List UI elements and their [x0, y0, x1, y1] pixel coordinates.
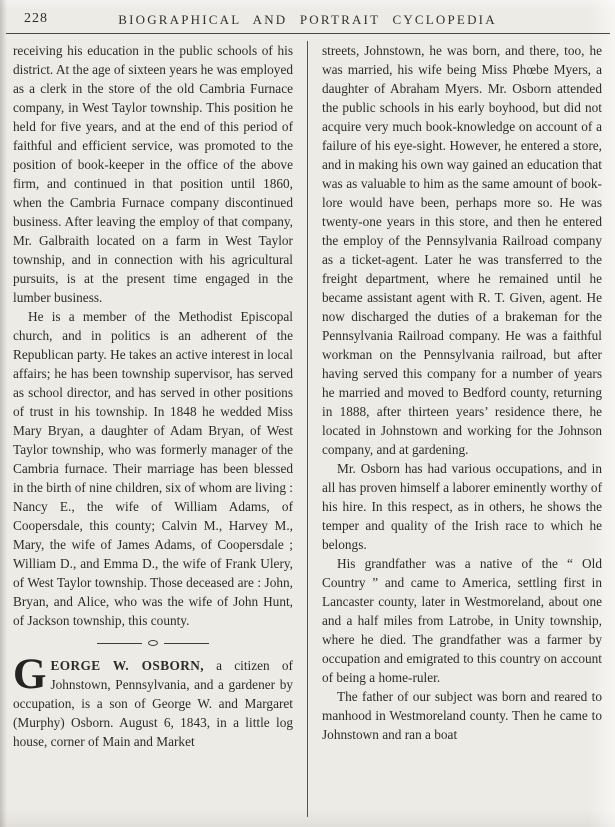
paragraph: receiving his education in the public schools of his district. At the age of sixteen years he was employed as a clerk in the store of the old Cambria Furnace company, in West Taylor township. This position he held for five years, and at the end of this period of faithful and efficient service, was promoted to the position of book-keeper in the office of the above firm, and continued in that position until 1860, when the Cambria Furnace company discontinued business. After leaving the employ of that company, Mr. Galbraith located on a farm in West Taylor township, and in connection with his agricultural pursuits, is at the present time engaged in the lumber business.: [13, 43, 293, 305]
running-head-title: BIOGRAPHICAL AND PORTRAIT CYCLOPEDIA: [118, 12, 497, 27]
text-columns: [13, 41, 603, 827]
left-column: [13, 41, 293, 827]
entry-start-paragraph: [13, 651, 293, 751]
right-column: [322, 41, 602, 827]
divider-line: [97, 643, 142, 644]
drop-cap: G: [13, 651, 47, 698]
header-rule: [6, 33, 610, 34]
entry-divider-ornament: [13, 635, 293, 651]
divider-oval-icon: [148, 640, 158, 646]
paragraph: The father of our subject was born and reared to manhood in Westmoreland county. Then he came to Johnstown and ran a boat: [322, 689, 602, 742]
paragraph: streets, Johnstown, he was born, and there, too, he was married, his wife being Miss Phœbe Myers, a daughter of Abraham Myers. Mr. Osborn attended the public schools in his early boyhood, but did not acquire very much book-knowledge on account of a failure of his eye-sight. However, he entered a store, and in making his own way gained an education that was as valuable to him as the same amount of book-lore would have been, perhaps more so. He was twenty-one years in this store, and then he entered the employ of the Pennsylvania Railroad company as a ticket-agent. Later he was transferred to the freight department, where he remained until he became assistant agent with R. T. Given, agent. He now discharged the duties of a brakeman for the Pennsylvania Railroad company. He was a faithful workman on the Pennsylvania railroad, but after having served this company for a number of years he married and moved to Bedford county, returning in 1888, after thirteen years’ residence there, he located in Johnstown and working for the Johnson company, and at gardening.: [322, 43, 602, 457]
paragraph: He is a member of the Methodist Episcopal church, and in politics is an adherent of the Republican party. He takes an active interest in local affairs; he has been township supervisor, has served as school director, and has served in other positions of trust in his township. In 1848 he wedded Miss Mary Bryan, a daughter of Adam Bryan, of West Taylor township, who was formerly manager of the Cambria furnace. Their marriage has been blessed in the birth of nine children, six of whom are living : Nancy E., the wife of William Adams, of Coopersdale, this county; Calvin M., Harvey M., Mary, the wife of James Adams, of Coopersdale ; William D., and Emma D., the wife of Frank Ulery, of West Taylor township. Those deceased are : John, Bryan, and Alice, who was the wife of John Hunt, of Jackson township, this county.: [13, 309, 293, 628]
paragraph: His grandfather was a native of the “ Old Country ” and came to America, settling first in Lancaster county, later in Westmoreland, about one and a half miles from Latrobe, in Unity township, where he died. The grandfather was a farmer by occupation and emigrated to this country on account of being a home-ruler.: [322, 556, 602, 685]
column-divider-rule: [307, 41, 308, 817]
divider-line: [164, 643, 209, 644]
page-number: 228: [24, 11, 48, 26]
entry-subject-name: EORGE W. OSBORN,: [50, 658, 204, 673]
entry-text: a citizen of Johnstown, Pennsylvania, and a gardener by occupation, is a son of George W. and Margaret (Murphy) Osborn. August 6, 1843, in a little log house, corner of Main and Market: [13, 658, 293, 749]
paragraph: Mr. Osborn has had various occupations, and in all has proven himself a laborer eminently worthy of his hire. In this respect, as in others, he shows the temper and quality of the Irish race to which he belongs.: [322, 461, 602, 552]
